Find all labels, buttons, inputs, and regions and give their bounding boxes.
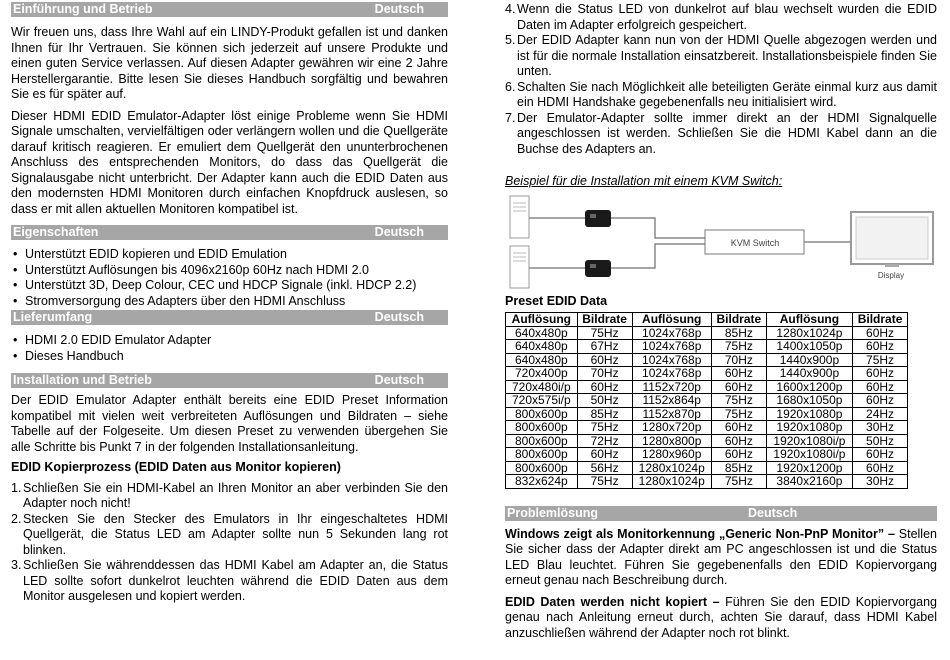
table-cell: 1400x1050p	[766, 340, 852, 354]
table-cell: 3840x2160p	[766, 475, 852, 489]
table-cell: 60Hz	[711, 421, 766, 435]
table-row	[506, 340, 908, 354]
section-language: Deutsch	[374, 2, 424, 16]
step-text: Schließen Sie ein HDMI-Kabel an Ihren Monitor an aber verbinden Sie den Adapter noch nicht!	[23, 480, 448, 510]
table-row	[506, 394, 908, 408]
step-number: 1.	[11, 480, 22, 495]
table-header-row	[506, 313, 908, 327]
table-cell: 1024x768p	[632, 353, 711, 367]
steps-list-right	[505, 2, 937, 157]
table-cell: 60Hz	[577, 353, 632, 367]
table-cell: 1152x720p	[632, 380, 711, 394]
table-cell: 640x480p	[506, 326, 578, 340]
table-cell: 75Hz	[577, 475, 632, 489]
list-item	[11, 481, 448, 512]
table-cell: 720x480i/p	[506, 380, 578, 394]
kvm-diagram	[505, 194, 937, 294]
table-cell: 75Hz	[711, 340, 766, 354]
section-language: Deutsch	[374, 225, 424, 239]
step-number: 7.	[505, 110, 516, 125]
step-text: Schalten Sie nach Möglichkeit alle beteiligten Geräte einmal kurz aus damit ein HDMI Handshake gegebenenfalls neu initialisiert wird.	[517, 79, 937, 109]
column-header: Auflösung	[766, 313, 852, 327]
table-cell: 1024x768p	[632, 326, 711, 340]
table-row	[506, 448, 908, 462]
list-item: • Unterstützt EDID kopieren und EDID Emulation	[11, 247, 448, 263]
display-icon	[851, 212, 933, 267]
table-cell: 60Hz	[711, 448, 766, 462]
list-item	[505, 33, 937, 80]
section-title: Problemlösung	[507, 505, 598, 520]
table-cell: 1920x1200p	[766, 461, 852, 475]
table-cell: 60Hz	[853, 340, 908, 354]
table-cell: 720x575i/p	[506, 394, 578, 408]
troubleshooting-item-heading: EDID Daten werden nicht kopiert –	[505, 594, 720, 609]
table-cell: 75Hz	[577, 326, 632, 340]
table-cell: 800x600p	[506, 461, 578, 475]
step-text: Der Emulator-Adapter sollte immer direkt an der HDMI Signalquelle angeschlossen ist werden. Schließen Sie die HDMI Kabel dann an die Buchse des Adapters an.	[517, 110, 937, 156]
table-cell: 85Hz	[711, 326, 766, 340]
section-bar-package	[11, 310, 448, 325]
section-bar-installation	[11, 373, 448, 388]
table-cell: 1280x800p	[632, 434, 711, 448]
table-cell: 1440x900p	[766, 353, 852, 367]
table-cell: 50Hz	[577, 394, 632, 408]
table-cell: 72Hz	[577, 434, 632, 448]
column-header: Bildrate	[711, 313, 766, 327]
preset-edid-title: Preset EDID Data	[505, 293, 608, 308]
table-cell: 1152x870p	[632, 407, 711, 421]
table-cell: 1680x1050p	[766, 394, 852, 408]
table-cell: 60Hz	[577, 380, 632, 394]
troubleshooting-item-1	[505, 527, 937, 589]
table-cell: 800x600p	[506, 434, 578, 448]
table-cell: 50Hz	[853, 434, 908, 448]
table-cell: 70Hz	[577, 367, 632, 381]
step-text: Der EDID Adapter kann nun von der HDMI Quelle abgezogen werden und ist für die normale Installation einsatzbereit. Installationsbeispiele finden Sie unten.	[517, 33, 937, 78]
section-language: Deutsch	[374, 373, 424, 387]
table-cell: 800x600p	[506, 421, 578, 435]
kvm-diagram-svg	[505, 194, 937, 294]
table-cell: 60Hz	[853, 461, 908, 475]
table-cell: 800x600p	[506, 407, 578, 421]
table-cell: 1280x1024p	[632, 461, 711, 475]
kvm-switch-label: KVM Switch	[730, 237, 780, 248]
step-number: 3.	[11, 558, 22, 572]
list-item: • Unterstützt Auflösungen bis 4096x2160p 60Hz nach HDMI 2.0	[11, 263, 448, 279]
step-number: 2.	[11, 511, 22, 526]
section-title: Einführung und Betrieb	[13, 2, 153, 16]
installation-paragraph: Der EDID Emulator Adapter enthält bereits eine EDID Preset Information kompatibel mit vielen weit verbreiteten Auflösungen und Bildraten – siehe Tabelle auf der Folgeseite. Um diesen Preset zu verwenden übergehen Sie alle Schritte bis Punkt 7 in der folgenden Installationsanleitung.	[11, 393, 448, 454]
table-cell: 85Hz	[711, 461, 766, 475]
table-cell: 75Hz	[711, 475, 766, 489]
intro-paragraph-2: Dieser HDMI EDID Emulator-Adapter löst einige Probleme wenn Sie HDMI Signale umschalten, vervielfältigen oder verlängern wollen und die Quellgeräte darauf kritisch reagieren. Er emuliert dem Quellgerät den ununterbrochenen Anschluss des entsprechenden Monitors, do dass das Quellgerät die Signalausgabe nicht unterbricht. Der Adapter kann auch die EDID Daten aus den modernsten HDMI Monitoren durch einfachen Knopfdruck auslesen, so dass er mit allen aktuellen Monitoren kompatibel ist.	[11, 108, 448, 216]
table-row	[506, 461, 908, 475]
table-row	[506, 475, 908, 489]
table-cell: 60Hz	[853, 326, 908, 340]
table-cell: 60Hz	[711, 434, 766, 448]
table-cell: 75Hz	[711, 394, 766, 408]
table-cell: 75Hz	[711, 407, 766, 421]
column-header: Auflösung	[632, 313, 711, 327]
table-cell: 70Hz	[711, 353, 766, 367]
table-cell: 800x600p	[506, 448, 578, 462]
package-list	[11, 333, 448, 364]
table-cell: 60Hz	[853, 394, 908, 408]
column-header: Bildrate	[853, 313, 908, 327]
table-cell: 60Hz	[853, 367, 908, 381]
section-language: Deutsch	[374, 310, 424, 324]
table-row	[506, 326, 908, 340]
table-body	[506, 326, 908, 488]
table-cell: 1280x960p	[632, 448, 711, 462]
table-cell: 24Hz	[853, 407, 908, 421]
table-cell: 1280x720p	[632, 421, 711, 435]
list-item	[505, 80, 937, 111]
troubleshooting-item-2	[505, 595, 937, 642]
step-text: Stecken Sie den Stecker des Emulators in Ihr eingeschaltetes HDMI Quellgerät, die Status LED am Adapter sollte nun 5 Sekunden lang rot blinken.	[23, 511, 448, 557]
emulator-adapter-icon	[585, 210, 611, 227]
list-item	[505, 2, 937, 33]
table-row	[506, 407, 908, 421]
table-cell: 720x400p	[506, 367, 578, 381]
right-column	[505, 0, 937, 641]
list-item: • Unterstützt 3D, Deep Colour, CEC und HDCP Signale (inkl. HDCP 2.2)	[11, 278, 448, 294]
table-cell: 75Hz	[577, 421, 632, 435]
list-item: • Dieses Handbuch	[11, 349, 448, 365]
table-cell: 1920x1080p	[766, 407, 852, 421]
section-title: Lieferumfang	[13, 310, 93, 324]
table-cell: 1920x1080p	[766, 421, 852, 435]
table-cell: 1152x864p	[632, 394, 711, 408]
table-cell: 1280x1024p	[766, 326, 852, 340]
left-column	[11, 0, 448, 605]
table-cell: 1600x1200p	[766, 380, 852, 394]
preset-edid-table	[505, 312, 908, 489]
table-row	[506, 353, 908, 367]
features-list	[11, 247, 448, 309]
table-row	[506, 367, 908, 381]
step-text: Schließen Sie währenddessen das HDMI Kabel am Adapter an, die Status LED sollte sofort dunkelrot leuchten während die EDID Daten aus dem Monitor ausgelesen und kopiert werden.	[23, 558, 448, 603]
table-cell: 60Hz	[853, 448, 908, 462]
pc-tower-icon	[510, 196, 529, 238]
table-cell: 60Hz	[853, 380, 908, 394]
table-row	[506, 434, 908, 448]
copy-process-heading: EDID Kopierprozess (EDID Daten aus Monitor kopieren)	[11, 460, 341, 474]
column-header: Auflösung	[506, 313, 578, 327]
section-bar-troubleshooting	[505, 506, 937, 521]
section-bar-introduction	[11, 2, 448, 17]
example-title: Beispiel für die Installation mit einem KVM Switch:	[505, 174, 783, 188]
steps-list-left	[11, 481, 448, 605]
step-number: 4.	[505, 2, 516, 16]
table-cell: 75Hz	[853, 353, 908, 367]
table-cell: 640x480p	[506, 353, 578, 367]
table-cell: 1440x900p	[766, 367, 852, 381]
section-title: Eigenschaften	[13, 225, 99, 239]
table-cell: 30Hz	[853, 421, 908, 435]
intro-paragraph-1: Wir freuen uns, dass Ihre Wahl auf ein LINDY-Produkt gefallen ist und danken Ihnen für Ihr Vertrauen. Sie können sich jederzeit auf unsere Produkte und einen guten Service verlassen. Auf diesen Adapter gewähren wir eine 2 Jahre Herstellergarantie. Bitte lesen Sie dieses Handbuch sorgfältig und bewahren Sie es für später auf.	[11, 25, 448, 101]
step-text: Wenn die Status LED von dunkelrot auf blau wechselt wurden die EDID Daten im Adapter erfolgreich gespeichert.	[517, 2, 937, 32]
section-title: Installation und Betrieb	[13, 373, 152, 387]
table-cell: 1920x1080i/p	[766, 448, 852, 462]
troubleshooting-item-heading: Windows zeigt als Monitorkennung „Generic Non-PnP Monitor” –	[505, 526, 895, 541]
list-item	[11, 558, 448, 605]
table-cell: 30Hz	[853, 475, 908, 489]
table-row	[506, 380, 908, 394]
table-cell: 1920x1080i/p	[766, 434, 852, 448]
table-cell: 56Hz	[577, 461, 632, 475]
table-cell: 640x480p	[506, 340, 578, 354]
table-cell: 832x624p	[506, 475, 578, 489]
troubleshooting-item-text: Stellen Sie sicher dass der Adapter direkt am PC angeschlossen ist und die Status LED Blau leuchtet. Führen Sie gegebenenfalls den EDID Kopiervorgang erneut genau nach Beschreibung durch.	[505, 526, 937, 587]
troubleshooting-item-text: Führen Sie den EDID Kopiervorgang genau nach Anleitung erneut durch, achten Sie darauf, dass HDMI Kabel anzuschließen während der Adapter noch rot blinkt.	[505, 594, 937, 640]
table-row	[506, 421, 908, 435]
table-cell: 85Hz	[577, 407, 632, 421]
table-cell: 60Hz	[711, 380, 766, 394]
section-bar-features	[11, 225, 448, 240]
table-cell: 1280x1024p	[632, 475, 711, 489]
table-cell: 60Hz	[711, 367, 766, 381]
table-cell: 60Hz	[577, 448, 632, 462]
list-item: • HDMI 2.0 EDID Emulator Adapter	[11, 333, 448, 349]
table-cell: 1024x768p	[632, 367, 711, 381]
list-item	[11, 512, 448, 559]
column-header: Bildrate	[577, 313, 632, 327]
emulator-adapter-icon	[585, 260, 611, 277]
step-number: 6.	[505, 79, 516, 94]
list-item: • Stromversorgung des Adapters über den HDMI Anschluss	[11, 294, 448, 310]
section-language: Deutsch	[748, 505, 798, 520]
table-cell: 1024x768p	[632, 340, 711, 354]
list-item	[505, 111, 937, 158]
step-number: 5.	[505, 33, 516, 47]
display-label: Display	[877, 270, 905, 280]
pc-tower-icon	[510, 246, 529, 288]
table-cell: 67Hz	[577, 340, 632, 354]
